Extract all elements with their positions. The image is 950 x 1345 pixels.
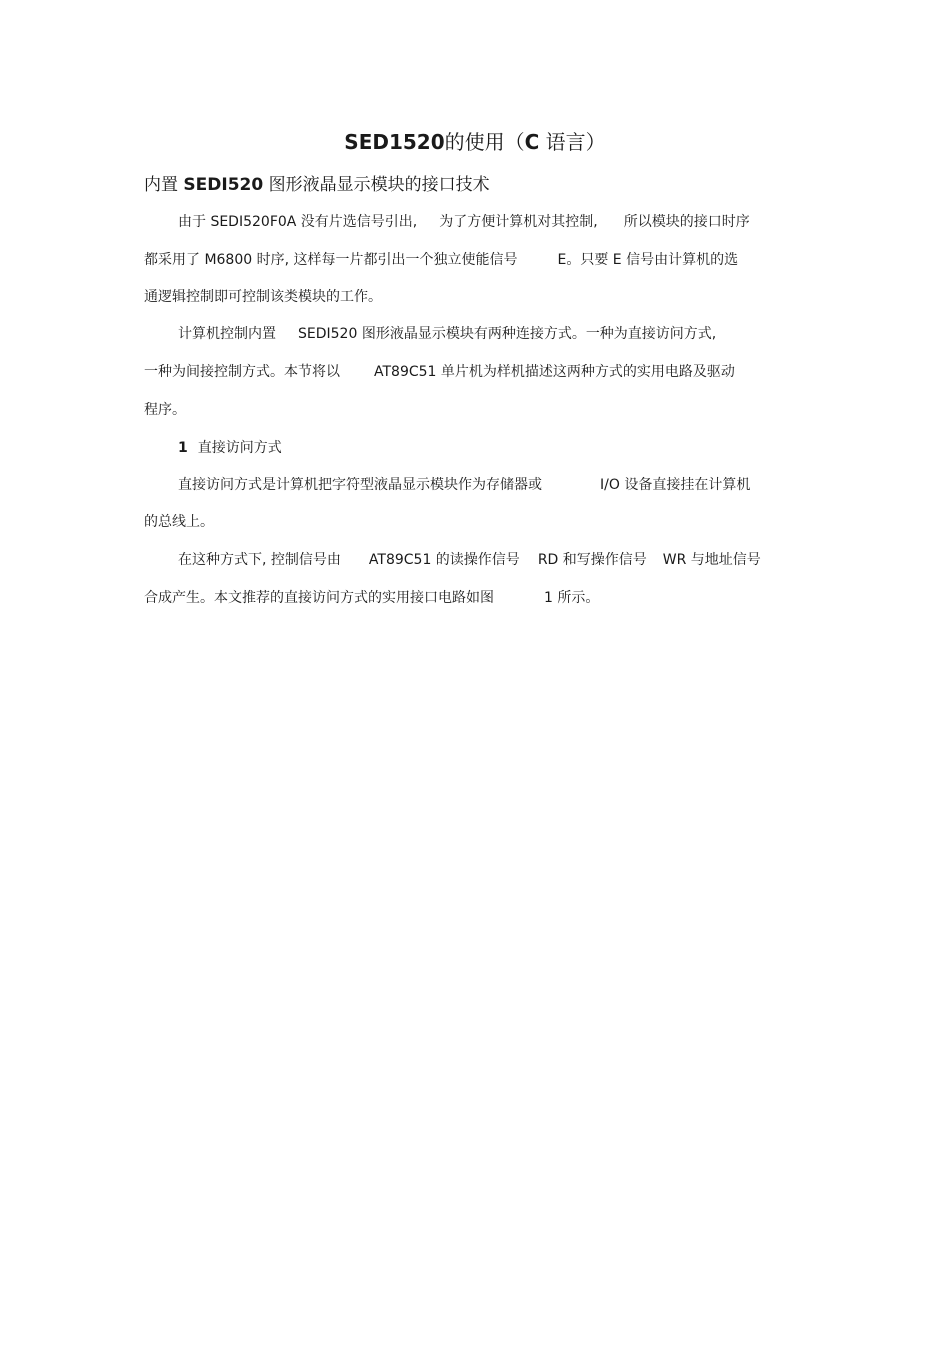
- paragraph-2-line-3: 程序。: [144, 402, 186, 418]
- paragraph-4-line-1: 在这种方式下, 控制信号由 AT89C51 的读操作信号 RD 和写操作信号 WR 与地址信号: [178, 552, 761, 568]
- paragraph-1-line-2: 都采用了 M6800 时序, 这样每一片都引出一个独立使能信号 E。只要 E 信号由计算机的选: [144, 252, 739, 268]
- paragraph-1-line-3: 通逻辑控制即可控制该类模块的工作。: [144, 289, 382, 305]
- paragraph-4-line-2: 合成产生。本文推荐的直接访问方式的实用接口电路如图 1 所示。: [144, 590, 600, 606]
- paragraph-2-line-2: 一种为间接控制方式。本节将以 AT89C51 单片机为样机描述这两种方式的实用电路及驱动: [144, 364, 735, 380]
- paragraph-3-line-2: 的总线上。: [144, 514, 214, 530]
- paragraph-3-line-1: 直接访问方式是计算机把字符型液晶显示模块作为存储器或 I/O 设备直接挂在计算机: [178, 477, 751, 493]
- document-title: SED1520的使用（C 语言）: [344, 130, 606, 154]
- paragraph-1-line-1: 由于 SEDI520F0A 没有片选信号引出, 为了方便计算机对其控制, 所以模块的接口时序: [178, 214, 750, 230]
- subsection-heading: 1 直接访问方式: [178, 440, 282, 456]
- paragraph-2-line-1: 计算机控制内置 SEDI520 图形液晶显示模块有两种连接方式。一种为直接访问方式,: [178, 326, 717, 342]
- section-heading: 内置 SEDI520 图形液晶显示模块的接口技术: [144, 175, 490, 195]
